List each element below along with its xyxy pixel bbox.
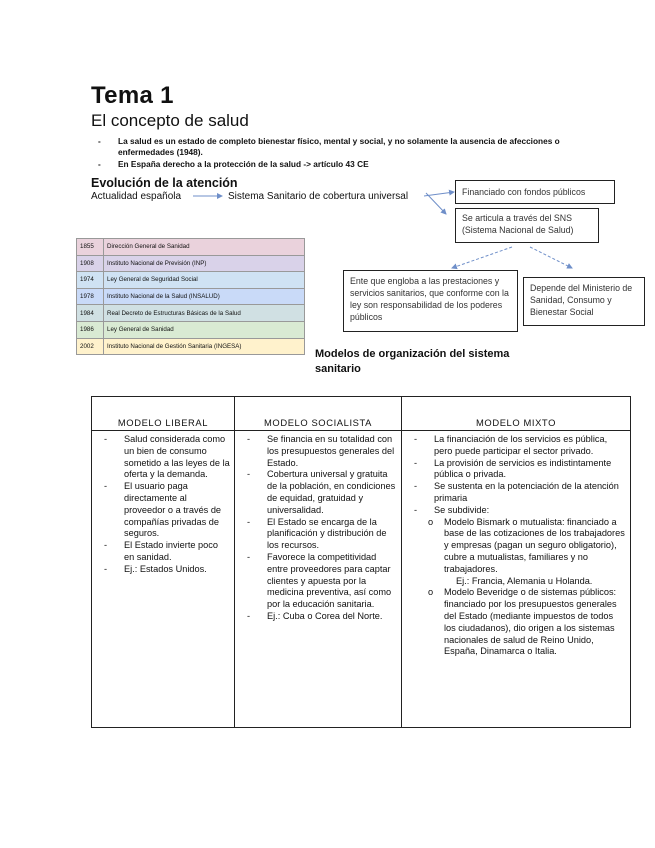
models-table bbox=[91, 396, 631, 728]
timeline-name: Ley General de Seguridad Social bbox=[104, 272, 305, 289]
timeline-row bbox=[77, 272, 305, 289]
list-item: - Ej.: Cuba o Corea del Norte. bbox=[235, 611, 397, 623]
arrow-ente bbox=[452, 247, 512, 268]
list-item bbox=[402, 517, 626, 588]
box-ente: Ente que engloba a las prestaciones y servicios sanitarios, que conforme con la ley son responsabilidad de los poderes públicos bbox=[343, 270, 518, 332]
timeline-row bbox=[77, 305, 305, 322]
list-item: - Se financia en su totalidad con los presupuestos generales del Estado. bbox=[235, 434, 397, 469]
timeline-name: Instituto Nacional de la Salud (INSALUD) bbox=[104, 288, 305, 305]
list-item: - La salud es un estado de completo bienestar físico, mental y social, y no solamente la ausencia de afecciones o enfermedades (1948). bbox=[98, 136, 560, 158]
timeline-year: 1974 bbox=[77, 272, 104, 289]
list-item: - Salud considerada como un bien de consumo sometido a las leyes de la oferta y la demanda. bbox=[92, 434, 230, 481]
sistema-label: Sistema Sanitario de cobertura universal bbox=[228, 191, 409, 202]
timeline-year: 2002 bbox=[77, 338, 104, 355]
timeline-name: Dirección General de Sanidad bbox=[104, 239, 305, 256]
list-item: - Cobertura universal y gratuita de la población, en condiciones de equidad, gratuidad y universalidad. bbox=[235, 469, 397, 516]
timeline-name: Real Decreto de Estructuras Básicas de la Salud bbox=[104, 305, 305, 322]
timeline-table bbox=[76, 238, 305, 355]
evolucion-heading: Evolución de la atención bbox=[91, 176, 238, 190]
bullet-text: En España derecho a la protección de la salud -> artículo 43 CE bbox=[118, 158, 369, 169]
timeline-row bbox=[77, 321, 305, 338]
timeline-row bbox=[77, 255, 305, 272]
actualidad-label: Actualidad española bbox=[91, 191, 182, 202]
arrow-depende bbox=[530, 247, 572, 268]
submodel-bismark: Modelo Bismark o mutualista: financiado a base de las cotizaciones de los trabajadores y empresas (pagan un seguro obligatorio), cubre a mutualistas, familiares y no trabajadores. bbox=[444, 516, 625, 574]
cell-liberal bbox=[92, 431, 235, 728]
list-item bbox=[402, 587, 626, 658]
timeline-name: Ley General de Sanidad bbox=[104, 321, 305, 338]
header-socialista: MODELO SOCIALISTA bbox=[235, 397, 402, 431]
arrow-sns bbox=[426, 193, 446, 214]
submodel-example: Ej.: Francia, Alemania u Holanda. bbox=[456, 575, 593, 586]
header-liberal: MODELO LIBERAL bbox=[92, 397, 235, 431]
models-heading: Modelos de organización del sistema sanitario bbox=[315, 348, 510, 375]
timeline-row bbox=[77, 239, 305, 256]
timeline-row bbox=[77, 338, 305, 355]
list-item: - Se subdivide: bbox=[402, 505, 626, 517]
timeline-year: 1986 bbox=[77, 321, 104, 338]
cell-socialista bbox=[235, 431, 402, 728]
list-item: - El Estado invierte poco en sanidad. bbox=[92, 540, 230, 564]
page-title: Tema 1 bbox=[91, 82, 174, 109]
timeline-year: 1855 bbox=[77, 239, 104, 256]
timeline-name: Instituto Nacional de Gestión Sanitaria (INGESA) bbox=[104, 338, 305, 355]
box-depende: Depende del Ministerio de Sanidad, Consumo y Bienestar Social bbox=[523, 277, 645, 326]
timeline-row bbox=[77, 288, 305, 305]
list-item: - Favorece la competitividad entre proveedores para captar clientes y apuesta por la medicina preventiva, así como por la educación sanitaria. bbox=[235, 552, 397, 611]
timeline-year: 1908 bbox=[77, 255, 104, 272]
timeline-year: 1978 bbox=[77, 288, 104, 305]
list-item: - El Estado se encarga de la planificación y distribución de los recursos. bbox=[235, 517, 397, 552]
list-item: - En España derecho a la protección de la salud -> artículo 43 CE bbox=[98, 158, 369, 169]
list-item: - Ej.: Estados Unidos. bbox=[92, 564, 230, 576]
timeline-name: Instituto Nacional de Previsión (INP) bbox=[104, 255, 305, 272]
cell-mixto bbox=[402, 431, 631, 728]
list-item: - El usuario paga directamente al proveedor o a través de compañías privadas de seguros. bbox=[92, 481, 230, 540]
list-item: - La provisión de servicios es indistintamente pública o privada. bbox=[402, 458, 626, 482]
bullet-text: La salud es un estado de completo bienestar físico, mental y social, y no solamente la ausencia de afecciones o enfermedades (1948). bbox=[118, 136, 560, 158]
timeline-year: 1984 bbox=[77, 305, 104, 322]
submodel-beveridge: Modelo Beveridge o de sistemas públicos: financiado por los presupuestos generales del Estado (mediante impuestos de todos los ciudadanos), dio origen a los sistemas nacionales de salud de Reino Unido, España, Dinamarca o Italia. bbox=[444, 587, 617, 657]
list-item: - Se sustenta en la potenciación de la atención primaria bbox=[402, 481, 626, 505]
box-financiado: Financiado con fondos públicos bbox=[455, 180, 615, 204]
box-sns: Se articula a través del SNS (Sistema Nacional de Salud) bbox=[455, 208, 599, 243]
page-subtitle: El concepto de salud bbox=[91, 111, 249, 130]
list-item: - La financiación de los servicios es pública, pero puede participar el sector privado. bbox=[402, 434, 626, 458]
header-mixto: MODELO MIXTO bbox=[402, 397, 631, 431]
